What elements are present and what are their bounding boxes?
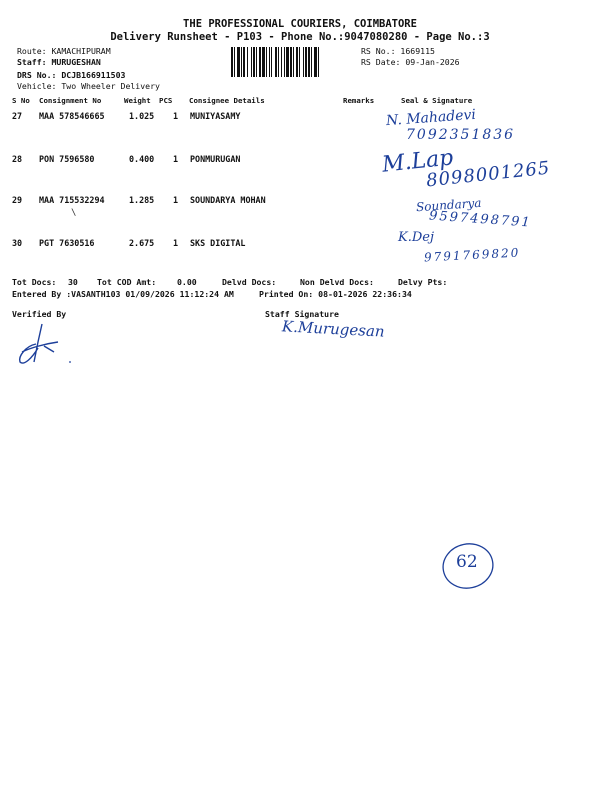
row-sno: 29 bbox=[12, 195, 23, 205]
row-consignee: PONMURUGAN bbox=[190, 154, 241, 164]
row-consignment: PGT 7630516 bbox=[39, 238, 95, 248]
row-pcs: 1 bbox=[173, 195, 179, 205]
row-pcs: 1 bbox=[173, 238, 179, 248]
runsheet-subtitle: Delivery Runsheet - P103 - Phone No.:9047080280 - Page No.:3 bbox=[110, 31, 490, 43]
row-weight: 2.675 bbox=[129, 238, 155, 248]
handwritten-phone: 7092351836 bbox=[406, 127, 516, 143]
vehicle: Vehicle: Two Wheeler Delivery bbox=[17, 81, 160, 91]
entered-by: Entered By :VASANTH103 01/09/2026 11:12:24 AM bbox=[12, 289, 234, 299]
col-consignee: Consignee Details bbox=[189, 96, 265, 105]
col-weight: Weight bbox=[124, 96, 151, 105]
staff-signature-label: Staff Signature bbox=[265, 309, 339, 319]
rs-number: RS No.: 1669115 bbox=[361, 46, 435, 56]
row-consignee: SOUNDARYA MOHAN bbox=[190, 195, 266, 205]
row-sno: 27 bbox=[12, 111, 23, 121]
tot-cod-label: Tot COD Amt: bbox=[97, 277, 157, 287]
row-consignee: SKS DIGITAL bbox=[190, 238, 246, 248]
row-consignment: PON 7596580 bbox=[39, 154, 95, 164]
barcode bbox=[231, 47, 355, 77]
handwritten-signature: M.Lap bbox=[380, 145, 455, 178]
row-sno: 30 bbox=[12, 238, 23, 248]
row-consignment: MAA 715532294 bbox=[39, 195, 105, 205]
tot-cod-value: 0.00 bbox=[177, 277, 197, 287]
delvd-docs-label: Delvd Docs: bbox=[222, 277, 277, 287]
handwritten-phone: 9597498791 bbox=[428, 208, 533, 231]
rs-date: RS Date: 09-Jan-2026 bbox=[361, 57, 460, 67]
handwritten-signature: Soundarya bbox=[415, 195, 482, 215]
col-pcs: PCS bbox=[159, 96, 173, 105]
verified-by-signature bbox=[14, 322, 74, 366]
row-pcs: 1 bbox=[173, 111, 179, 121]
staff: Staff: MURUGESHAN bbox=[17, 57, 101, 67]
staff-signature-ink: K.Murugesan bbox=[281, 317, 386, 341]
col-seal-signature: Seal & Signature bbox=[401, 96, 473, 105]
drs-number: DRS No.: DCJB166911503 bbox=[17, 70, 126, 80]
delvy-pts-label: Delvy Pts: bbox=[398, 277, 448, 287]
col-consignment: Consignment No bbox=[39, 96, 102, 105]
row-pcs: 1 bbox=[173, 154, 179, 164]
handwritten-phone: 8098001265 bbox=[425, 157, 552, 192]
page-mark-number: 62 bbox=[456, 552, 478, 572]
stray-mark: \ bbox=[71, 208, 77, 218]
company-title: THE PROFESSIONAL COURIERS, COIMBATORE bbox=[183, 18, 417, 30]
verified-by-label: Verified By bbox=[12, 309, 67, 319]
row-weight: 1.025 bbox=[129, 111, 155, 121]
handwritten-signature: N. Mahadevi bbox=[385, 106, 477, 130]
tot-docs-value: 30 bbox=[68, 277, 78, 287]
col-sno: S No bbox=[12, 96, 30, 105]
route: Route: KAMACHIPURAM bbox=[17, 46, 111, 56]
handwritten-signature: K.Dej bbox=[398, 230, 434, 245]
row-consignee: MUNIYASAMY bbox=[190, 111, 241, 121]
row-sno: 28 bbox=[12, 154, 23, 164]
row-consignment: MAA 578546665 bbox=[39, 111, 105, 121]
handwritten-phone: 9791769820 bbox=[423, 245, 521, 265]
row-weight: 0.400 bbox=[129, 154, 155, 164]
row-weight: 1.285 bbox=[129, 195, 155, 205]
tot-docs-label: Tot Docs: bbox=[12, 277, 57, 287]
printed-on: Printed On: 08-01-2026 22:36:34 bbox=[259, 289, 412, 299]
non-delvd-docs-label: Non Delvd Docs: bbox=[300, 277, 374, 287]
col-remarks: Remarks bbox=[343, 96, 375, 105]
